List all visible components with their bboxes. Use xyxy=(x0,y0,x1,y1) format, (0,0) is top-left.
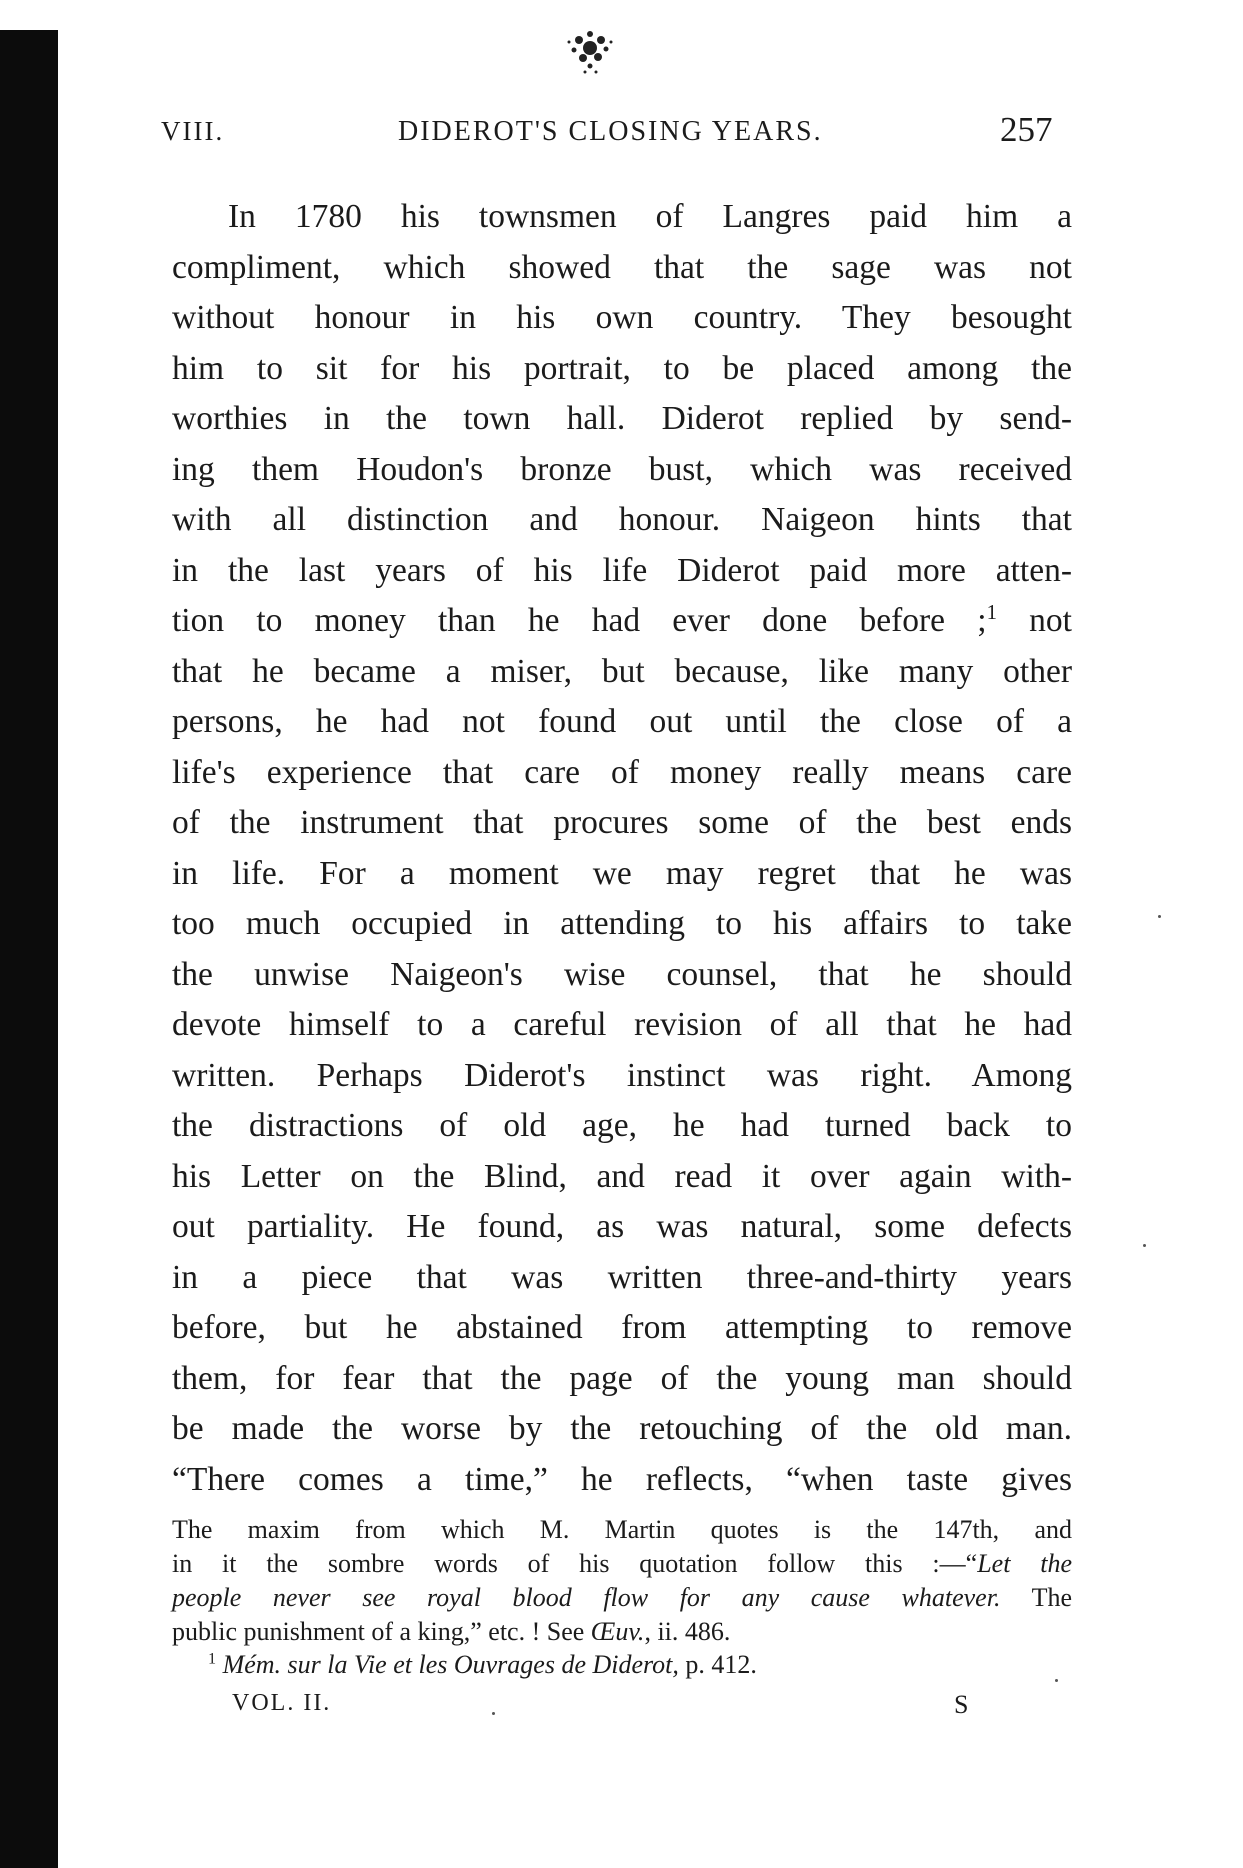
text-line: in a piece that was written three-and-thirty years xyxy=(172,1258,1072,1296)
footnote-line xyxy=(172,1615,1072,1649)
text-line: without honour in his own country. They besought xyxy=(172,299,1072,336)
text-line: out partiality. He found, as was natural, some defects xyxy=(172,1208,1072,1245)
text-line: be made the worse by the retouching of the old man. xyxy=(172,1410,1072,1447)
footnote-segment: in it the sombre words of his quotation follow this :—“ xyxy=(172,1549,978,1578)
text-line: compliment, which showed that the sage was not xyxy=(172,248,1072,286)
footnote-1 xyxy=(208,1650,757,1680)
text-segment: not xyxy=(996,602,1072,639)
text-line: worthies in the town hall. Diderot replied by send- xyxy=(172,400,1072,437)
footnote-page-ref: p. 412. xyxy=(678,1650,757,1679)
footnote-line: The maxim from which M. Martin quotes is the 147th, and xyxy=(172,1515,1072,1544)
text-line: before, but he abstained from attempting to remove xyxy=(172,1309,1072,1346)
text-line: them, for fear that the page of the young man should xyxy=(172,1359,1072,1397)
signature-letter: S xyxy=(954,1690,969,1719)
text-line: that he became a miser, but because, like many other xyxy=(172,652,1072,690)
text-line: life's experience that care of money really means care xyxy=(172,753,1072,791)
footnote-quote-italic: people never see royal blood flow for any cause whatever. xyxy=(172,1583,1001,1612)
text-line-with-footnote-ref xyxy=(172,596,1072,647)
text-line: “There comes a time,” he reflects, “when taste gives xyxy=(172,1460,1072,1498)
volume-signature: VOL. II. xyxy=(232,1690,332,1716)
text-line: persons, he had not found out until the close of a xyxy=(172,703,1072,740)
scan-speck xyxy=(1055,1679,1058,1682)
running-head xyxy=(0,110,1243,156)
printer-ornament-icon xyxy=(555,20,625,80)
page-number: 257 xyxy=(1000,110,1053,149)
text-line: devote himself to a careful revision of all that he had xyxy=(172,1006,1072,1043)
text-line: ing them Houdon's bronze bust, which was received xyxy=(172,450,1072,488)
text-line: him to sit for his portrait, to be placed among the xyxy=(172,349,1072,387)
chapter-number: VIII. xyxy=(161,116,225,146)
text-line: in life. For a moment we may regret that he was xyxy=(172,854,1072,892)
footnote-segment: , ii. 486. xyxy=(644,1617,731,1646)
footnote-line xyxy=(172,1581,1072,1615)
text-line: with all distinction and honour. Naigeon hints that xyxy=(172,501,1072,538)
footnote-source-title: Mém. sur la Vie et les Ouvrages de Diderot, xyxy=(222,1650,679,1679)
footnote-continued xyxy=(172,1513,1072,1649)
text-line: his Letter on the Blind, and read it over again with- xyxy=(172,1157,1072,1195)
text-line: In 1780 his townsmen of Langres paid him a xyxy=(228,198,1072,235)
body-paragraph xyxy=(172,192,1072,1505)
footnote-quote-italic: Let the xyxy=(977,1549,1072,1578)
text-line: the distractions of old age, he had turned back to xyxy=(172,1107,1072,1144)
scan-edge-shadow xyxy=(0,30,58,1868)
text-segment: tion to money than he had ever done before ; xyxy=(172,602,987,639)
footnote-marker: 1 xyxy=(208,1650,217,1668)
text-line: of the instrument that procures some of the best ends xyxy=(172,804,1072,841)
running-title: DIDEROT'S CLOSING YEARS. xyxy=(398,116,823,147)
footnote-ref: 1 xyxy=(986,600,997,624)
text-line: in the last years of his life Diderot paid more atten- xyxy=(172,551,1072,589)
scan-speck xyxy=(1158,915,1161,918)
text-line: the unwise Naigeon's wise counsel, that he should xyxy=(172,955,1072,993)
footnote-work-title: Œuv. xyxy=(590,1617,645,1646)
text-line: too much occupied in attending to his affairs to take xyxy=(172,905,1072,942)
footnote-line xyxy=(172,1547,1072,1581)
footnote-segment: public punishment of a king,” etc. ! See xyxy=(172,1617,591,1646)
footnote-segment: The xyxy=(1000,1583,1073,1612)
scan-speck xyxy=(1143,1244,1146,1247)
scan-speck xyxy=(492,1712,495,1715)
text-line: written. Perhaps Diderot's instinct was right. Among xyxy=(172,1056,1072,1094)
